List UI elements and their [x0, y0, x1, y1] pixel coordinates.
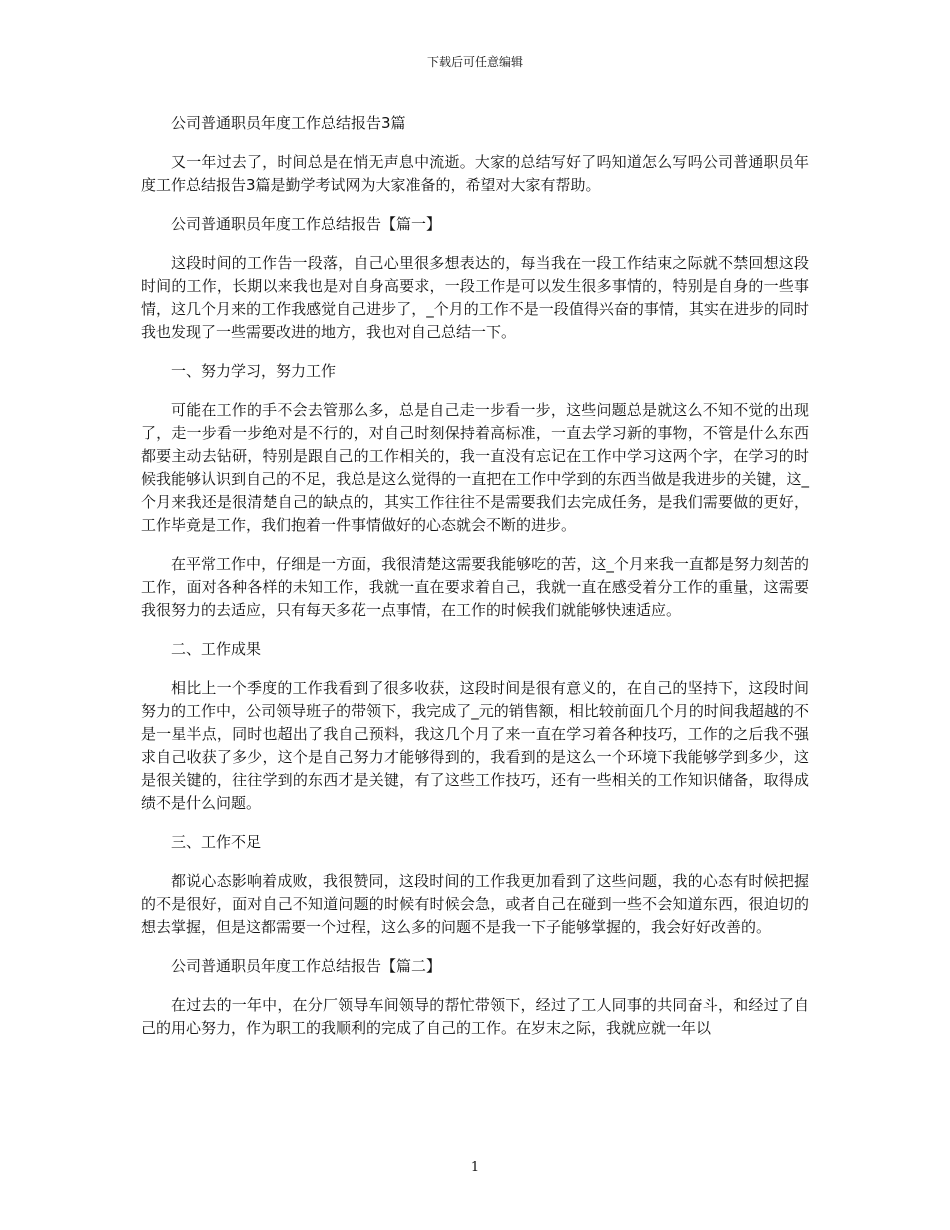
document-body [141, 112, 809, 1056]
paragraph-intro: 又一年过去了，时间总是在悄无声息中流逝。大家的总结写好了吗知道怎么写吗公司普通职员年度工作总结报告3篇是勤学考试网为大家准备的，希望对大家有帮助。 [141, 153, 809, 194]
paragraph: 这段时间的工作告一段落，自己心里很多想表达的，每当我在一段工作结束之际就不禁回想这段时间的工作，长期以来我也是对自身高要求，一段工作是可以发生很多事情的，特别是自身的一些事情，这几个月来的工作我感觉自己进步了，_个月的工作不是一段值得兴奋的事情，其实在进步的同时我也发现了一些需要改进的地方，我也对自己总结一下。 [141, 254, 809, 341]
page-number: 1 [470, 1160, 480, 1175]
document-title: 公司普通职员年度工作总结报告3篇 [171, 114, 406, 132]
paragraph: 在平常工作中，仔细是一方面，我很清楚这需要我能够吃的苦，这_个月来我一直都是努力刻苦的工作，面对各种各样的未知工作，我就一直在要求着自己，我就一直在感受着分工作的重量，这需要我很努力的去适应，只有每天多花一点事情，在工作的时候我们就能够快速适应。 [141, 555, 809, 619]
paragraph: 在过去的一年中，在分厂领导车间领导的帮忙带领下，经过了工人同事的共同奋斗，和经过了自己的用心努力，作为职工的我顺利的完成了自己的工作。在岁末之际，我就应就一年以 [141, 996, 809, 1037]
subheading-study-work: 一、努力学习，努力工作 [171, 362, 337, 380]
page-footer [0, 1160, 950, 1176]
paragraph: 可能在工作的手不会去管那么多，总是自己走一步看一步，这些问题总是就这么不知不觉的出现了，走一步看一步绝对是不行的，对自己时刻保持着高标准，一直去学习新的事物，不管是什么东西都要主动去钻研，特别是跟自己的工作相关的，我一直没有忘记在工作中学习这两个字，在学习的时候我能够认识到自己的不足，我总是这么觉得的一直把在工作中学到的东西当做是我进步的关键，这_个月来我还是很清楚自己的缺点的，其实工作往往不是需要我们去完成任务，是我们需要做的更好，工作毕竟是工作，我们抱着一件事情做好的心态就会不断的进步。 [141, 401, 809, 534]
header-note: 下载后可任意编辑 [426, 55, 523, 69]
section-heading-part-two: 公司普通职员年度工作总结报告【篇二】 [171, 957, 442, 975]
page-header [0, 54, 950, 70]
paragraph: 相比上一个季度的工作我看到了很多收获，这段时间是很有意义的，在自己的坚持下，这段时间努力的工作中，公司领导班子的带领下，我完成了_元的销售额，相比较前面几个月的时间我超越的不是一星半点，同时也超出了我自己预料，我这几个月了来一直在学习着各种技巧，工作的之后我不强求自己收获了多少，这个是自己努力才能够得到的，我看到的是这么一个环境下我能够学到多少，这是很关键的，往往学到的东西才是关键，有了这些工作技巧，还有一些相关的工作知识储备，取得成绩不是什么问题。 [141, 679, 809, 812]
paragraph: 都说心态影响着成败，我很赞同，这段时间的工作我更加看到了这些问题，我的心态有时候把握的不是很好，面对自己不知道问题的时候有时候会急，或者自己在碰到一些不会知道东西，很迫切的想去掌握，但是这都需要一个过程，这么多的问题不是我一下子能够掌握的，我会好好改善的。 [141, 872, 809, 936]
subheading-shortcomings: 三、工作不足 [171, 833, 262, 851]
subheading-work-results: 二、工作成果 [171, 640, 262, 658]
section-heading-part-one: 公司普通职员年度工作总结报告【篇一】 [171, 215, 442, 233]
